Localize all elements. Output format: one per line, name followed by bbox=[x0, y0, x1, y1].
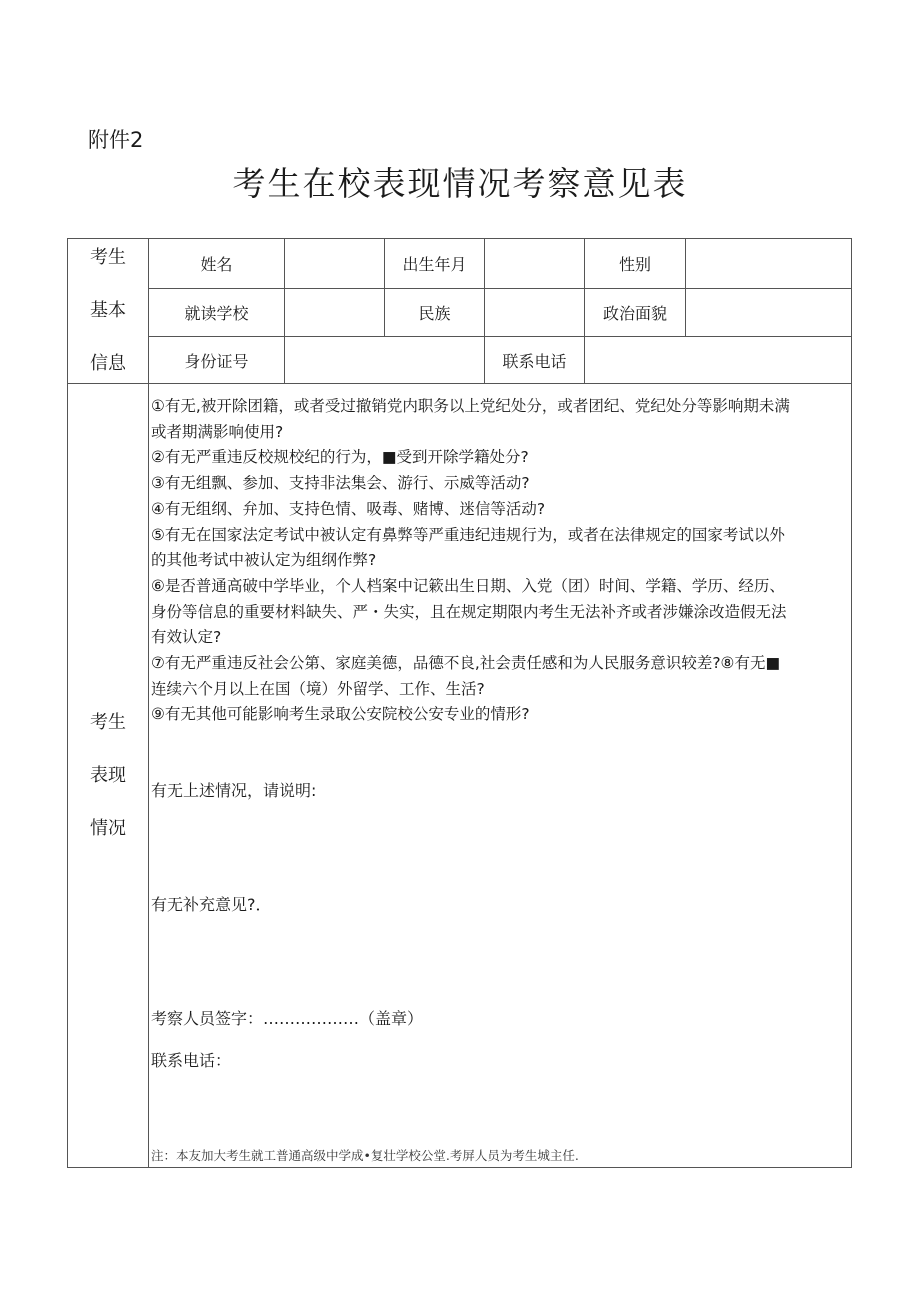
id-field[interactable] bbox=[285, 337, 485, 384]
criteria-line: ④有无组纲、弁加、支持色情、吸毒、赌博、迷信等活动? bbox=[151, 499, 546, 518]
supplement-prompt: 有无补充意见?． bbox=[151, 895, 272, 914]
ethnicity-label: 民族 bbox=[385, 289, 485, 337]
school-field[interactable] bbox=[285, 289, 385, 337]
school-label: 就读学校 bbox=[149, 289, 285, 337]
page-title: 考生在校表现情况考察意见表 bbox=[232, 164, 688, 203]
performance-content[interactable] bbox=[149, 384, 852, 1168]
contact-phone-label: 联系电话： bbox=[151, 1051, 232, 1070]
performance-section-label bbox=[68, 384, 149, 1168]
criteria-line: ⑦有无严重违反社会公第、家庭美德，品德不良,社会责任感和为人民服务意识较差?⑧有无■ bbox=[151, 654, 781, 673]
signature-label: 考察人员签字：………………（盖章） bbox=[151, 1009, 424, 1028]
criteria-line: ①有无,被开除团籍，或者受过撤销党内职务以上党纪处分，或者团纪、党纪处分等影响期未满 bbox=[151, 397, 790, 415]
basic-info-label-line-1: 考生 bbox=[90, 247, 126, 268]
criteria-line: ⑥是否普通高破中学毕业，个人档案中记簌出生日期、入党（团）时间、学籍、学历、经历、 bbox=[151, 576, 785, 595]
basic-info-section-label bbox=[68, 239, 149, 384]
criteria-line: ⑤有无在国家法定考试中被认定有鼻弊等严重违纪违规行为，或者在法律规定的国家考试以外 bbox=[151, 525, 785, 544]
performance-label-line-1: 考生 bbox=[90, 711, 126, 733]
name-field[interactable] bbox=[285, 239, 385, 289]
phone-label: 联系电话 bbox=[485, 337, 585, 384]
criteria-line: ⑨有无其他可能影响考生录取公安院校公安专业的情形? bbox=[151, 705, 530, 724]
criteria-line: ③有无组飘、参加、支持非法集会、游行、示威等活动? bbox=[151, 474, 530, 493]
evaluation-form bbox=[67, 238, 852, 1168]
criteria-line: 或者期满影响使用? bbox=[151, 422, 284, 441]
criteria-line: 连续六个月以上在国（境）外留学、工作、生活? bbox=[151, 679, 485, 698]
basic-info-label-line-2: 基本 bbox=[90, 300, 126, 321]
footnote: 注：本友加大考生就工普通高级中学成•复壮学校公堂.考屏人员为考生城主任. bbox=[151, 1148, 579, 1163]
gender-label: 性别 bbox=[585, 239, 686, 289]
explain-prompt: 有无上述情况，请说明: bbox=[151, 781, 317, 800]
performance-label-line-3: 情况 bbox=[90, 817, 126, 839]
birth-field[interactable] bbox=[485, 239, 585, 289]
criteria-line: 有效认定? bbox=[151, 628, 222, 647]
name-label: 姓名 bbox=[149, 239, 285, 289]
political-field[interactable] bbox=[686, 289, 852, 337]
attachment-label: 附件2 bbox=[88, 128, 144, 152]
birth-label: 出生年月 bbox=[385, 239, 485, 289]
criteria-list bbox=[149, 384, 850, 728]
performance-label-line-2: 表现 bbox=[90, 764, 126, 786]
political-label: 政治面貌 bbox=[585, 289, 686, 337]
phone-field[interactable] bbox=[585, 337, 852, 384]
gender-field[interactable] bbox=[686, 239, 852, 289]
criteria-line: 身份等信息的重要材料缺失、严・失实，且在规定期限内考生无法补齐或者涉嫌涂改造假无法 bbox=[151, 602, 787, 621]
criteria-line: 的其他考试中被认定为组纲作弊? bbox=[151, 551, 377, 570]
criteria-line: ②有无严重违反校规校纪的行为，■受到开除学籍处分? bbox=[151, 448, 529, 467]
basic-info-label-line-3: 信息 bbox=[90, 353, 126, 374]
ethnicity-field[interactable] bbox=[485, 289, 585, 337]
id-label: 身份证号 bbox=[149, 337, 285, 384]
